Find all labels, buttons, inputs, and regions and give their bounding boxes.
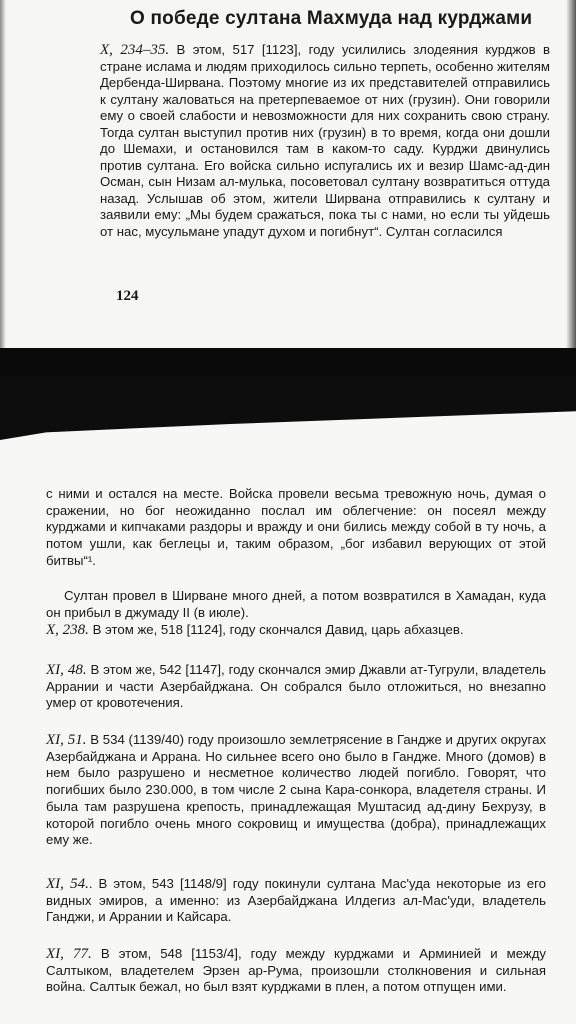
bottom-page-scan	[0, 376, 576, 1024]
page-edge-shadow	[0, 0, 6, 348]
source-reference: X, 238.	[46, 622, 89, 638]
source-reference: X, 234–35.	[100, 42, 170, 58]
source-reference: XI, 48.	[46, 662, 87, 678]
entry-paragraph	[46, 662, 546, 712]
entry-paragraph	[46, 946, 546, 996]
entry-text: В этом же, 542 [1147], году скончался эмир Джавли ат-Тугрули, владетель Аррании и части Азербайджана. Он собрался было отложиться, но внезапно умер от кровотечения.	[46, 662, 546, 711]
entry-paragraph	[46, 876, 546, 926]
top-page-scan	[0, 0, 576, 348]
source-reference: XI, 51.	[46, 732, 87, 748]
page-edge-shadow	[566, 0, 576, 348]
page-top-shadow	[0, 376, 576, 440]
scan-gap-band	[0, 348, 576, 376]
entry-text: В этом, 548 [1153/4], году между курджами и Арминией и между Салтыком, владетелем Эрзен ар-Рума, произошли столкновения и сильная война. Салтык бежал, но был взят курджами в плен, а потом отпущен ими.	[46, 946, 546, 995]
source-reference: XI, 77.	[46, 946, 92, 962]
entry-paragraph	[46, 732, 546, 849]
entry-text: В этом же, 518 [1124], году скончался Давид, царь абхазцев.	[88, 622, 464, 637]
continuation-paragraph: с ними и остался на месте. Войска провели весьма тревожную ночь, думая о сражении, но бог неожиданно послал им облегчение: он посеял между курджами и кипчаками раздоры и вражду и они бились между собой в ту ночь, а потом ушли, как беглецы и, таким образом, „бог избавил верующих от этой битвы“¹.	[46, 486, 546, 568]
chapter-title: О победе султана Махмуда над курджами	[130, 8, 533, 29]
paragraph-text: В этом, 517 [1123], году усилились злодеяния курджов в стране ислама и людям приходилось сильно терпеть, особенно жителям Дербенда-Ширвана. Поэтому многие из их представителей отправились к султану жаловаться на претерпеваемое от них (грузин). Они говорили ему о своей слабости и невозможности для них сохранить свою страну. Тогда султан выступил против них (грузин) в то время, когда они дошли до Шемахи, и остановился там в каком-то саду. Курджи двинулись против султана. Его войска сильно испугались их и везир Шамс-ад-дин Осман, сын Низам ал-мулька, посоветовал султану возвратиться оттуда назад. Услышав об этом, жители Ширвана отправились к султану и заявили ему: „Мы будем сражаться, пока ты с нами, но если ты уйдешь от нас, мусульмане упадут духом и погибнут“. Султан согласился	[100, 42, 550, 239]
page-number: 124	[116, 288, 139, 304]
entry-paragraph	[46, 622, 546, 639]
source-reference: XI, 54.	[46, 876, 89, 892]
return-paragraph: Султан провел в Ширване много дней, а потом возвратился в Хамадан, куда он прибыл в джумаду II (в июле).	[46, 588, 546, 620]
entry-text: В 534 (1139/40) году произошло землетрясение в Гандже и других округах Азербайджана и Аррана. Но сильнее всего оно было в Гандже. Много (домов) в нем было разрушено и несметное количество людей погибло. Говорят, что погибших было 230.000, в том числе 2 сына Кара-сонкора, владетеля страны. И была там разрушена крепость, принадлежащая Муштасид ад-дину Бехрузу, в которой погибло очень много сокровищ и имущества (добра), принадлежащих ему же.	[46, 732, 546, 848]
top-paragraph	[100, 42, 550, 240]
entry-text: . В этом, 543 [1148/9] году покинули султана Мас'уда некоторые из его видных эмиров, а именно: из Азербайджана Илдегиз ал-Мас'уди, владетель Ганджи, и Аррании и Кайсара.	[46, 876, 546, 925]
